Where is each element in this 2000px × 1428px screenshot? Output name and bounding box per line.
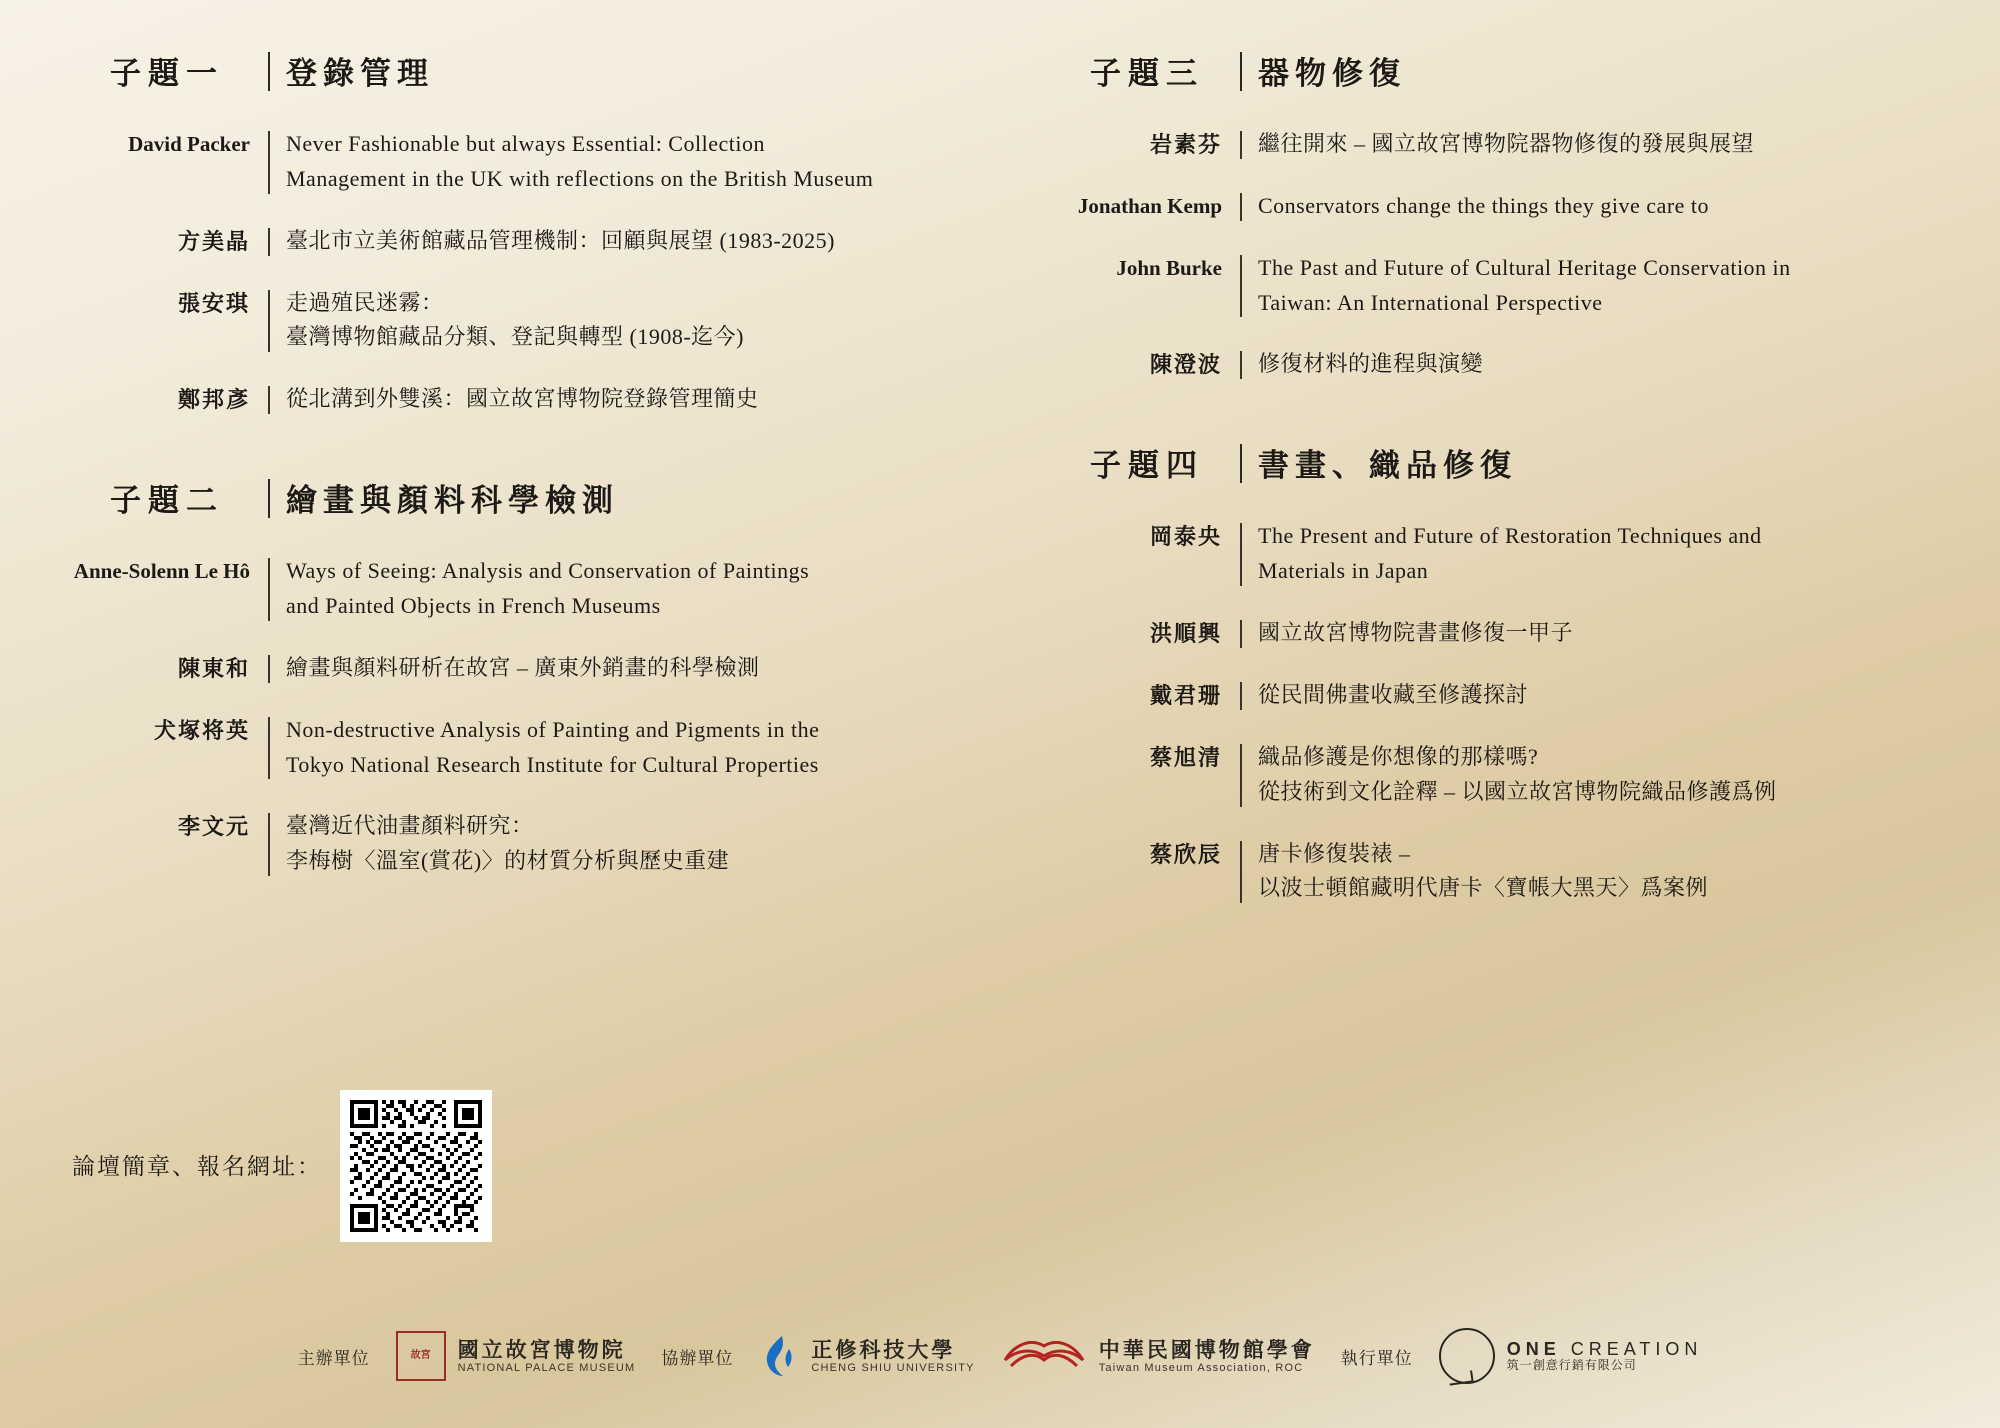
talk-item	[1060, 678, 1970, 713]
talk-title	[286, 651, 760, 686]
talk-title-line: 臺灣近代油畫顏料研究：	[286, 813, 534, 839]
talk-title	[1258, 519, 1762, 589]
talk-title-line: 唐卡修復裝裱 –	[1258, 840, 1411, 866]
section-2-title: 繪畫與顏料科學檢測	[286, 483, 619, 519]
talk-item	[1060, 519, 1970, 589]
logo-text	[811, 1338, 974, 1375]
talk-divider	[268, 813, 270, 876]
registration-label: 論壇簡章、報名網址：	[72, 1153, 322, 1179]
section-4	[1060, 440, 1970, 906]
talk-title-line: 走過殖民迷霧：	[286, 289, 444, 315]
executor-name-cn: 筑一創意行銷有限公司	[1506, 1358, 1637, 1373]
talk-title-line: Management in the UK with reflections on the British Museum	[286, 165, 874, 191]
speaker-name: 岩素芬	[1149, 132, 1222, 157]
section-2	[72, 475, 980, 879]
seal-icon: 故宮	[396, 1331, 446, 1381]
executor-label: 執行單位	[1340, 1348, 1413, 1368]
talk-title	[1258, 251, 1791, 321]
speaker-name: 犬塚将英	[153, 717, 250, 743]
registration-block	[72, 1090, 492, 1242]
talk-divider	[1240, 351, 1242, 379]
speaker-name: John Burke	[1116, 255, 1222, 280]
talk-divider	[1240, 255, 1242, 318]
talk-title	[1258, 678, 1528, 713]
talk-title-line: Ways of Seeing: Analysis and Conservation of Paintings	[286, 558, 810, 584]
talk-divider	[1240, 523, 1242, 586]
talk-title	[1258, 837, 1708, 907]
talk-title-line: Taiwan: An International Perspective	[1258, 289, 1603, 315]
section-1-title: 登錄管理	[286, 56, 434, 91]
talk-title-line: Tokyo National Research Institute for Cultural Properties	[286, 751, 819, 777]
talk-title-line: 臺北市立美術館藏品管理機制：回顧與展望 (1983-2025)	[286, 227, 835, 253]
talk-divider	[268, 228, 270, 256]
talk-item	[72, 224, 980, 259]
talk-title-line: 國立故宮博物院書畫修復一甲子	[1258, 619, 1574, 645]
talk-title-line: 李梅樹〈溫室(賞花)〉的材質分析與歷史重建	[286, 848, 730, 874]
talk-item	[1060, 616, 1970, 651]
talk-title-line: 以波士頓館藏明代唐卡〈寶帳大黑天〉爲案例	[1258, 875, 1709, 901]
talk-item	[1060, 189, 1970, 224]
talk-item	[72, 651, 980, 686]
talk-item	[1060, 837, 1970, 907]
talk-divider	[1240, 131, 1242, 159]
qr-code[interactable]	[340, 1090, 492, 1242]
talk-title	[1258, 347, 1483, 382]
association-name-en: Taiwan Museum Association, ROC	[1098, 1361, 1304, 1374]
section-4-number: 子題四	[1090, 448, 1204, 484]
executor-name-en-creation: CREATION	[1570, 1338, 1703, 1359]
talk-title-line: 修復材料的進程與演變	[1258, 351, 1484, 377]
talk-item	[72, 713, 980, 783]
column-left	[0, 48, 1000, 933]
speaker-name: 戴君珊	[1149, 683, 1222, 709]
talk-divider	[1240, 193, 1242, 221]
talk-divider	[268, 558, 270, 621]
speaker-name: 張安琪	[177, 290, 250, 316]
talk-title-line: and Painted Objects in French Museums	[286, 592, 661, 618]
talk-title	[1258, 740, 1777, 810]
section-3	[1060, 48, 1970, 382]
speaker-name: 岡泰央	[1149, 524, 1222, 550]
talk-title-line: 繼往開來 – 國立故宮博物院器物修復的發展與展望	[1258, 131, 1755, 156]
section-4-title: 書畫、織品修復	[1258, 448, 1517, 484]
talk-item	[72, 286, 980, 356]
organizer-name-cn: 國立故宮博物院	[457, 1337, 626, 1362]
talk-title	[286, 127, 873, 197]
talk-divider	[1240, 682, 1242, 710]
talk-title	[1258, 616, 1573, 651]
talk-item	[1060, 740, 1970, 810]
talk-title	[286, 382, 759, 417]
talk-title-line: 織品修護是你想像的那樣嗎?	[1258, 744, 1539, 770]
talk-item	[1060, 347, 1970, 382]
talk-title-line: 從北溝到外雙溪：國立故宮博物院登錄管理簡史	[286, 386, 759, 412]
talk-divider	[268, 131, 270, 194]
talk-title-line: 從民間佛畫收藏至修護探討	[1258, 682, 1529, 708]
section-2-header	[72, 475, 980, 520]
talk-title	[286, 809, 729, 879]
speaker-name: Anne-Solenn Le Hô	[73, 559, 250, 584]
logo-cheng-shiu-university	[759, 1334, 974, 1378]
talk-title-line: Never Fashionable but always Essential: Collection	[286, 131, 765, 156]
logo-national-palace-museum	[396, 1331, 636, 1381]
section-divider	[1240, 52, 1242, 91]
logo-text	[1099, 1338, 1315, 1375]
flame-icon	[759, 1334, 799, 1378]
speaker-name: 李文元	[177, 814, 250, 840]
column-right	[1000, 48, 2000, 933]
section-1	[72, 48, 980, 417]
talk-divider	[1240, 620, 1242, 648]
executor-name-en	[1507, 1339, 1703, 1360]
coorganizer-name-cn: 正修科技大學	[811, 1337, 956, 1362]
talk-divider	[1240, 841, 1242, 904]
talk-title	[286, 554, 809, 624]
talk-item	[72, 127, 980, 197]
tma-mark	[1001, 1334, 1087, 1374]
talk-divider	[1240, 744, 1242, 807]
section-divider	[1240, 444, 1242, 483]
speaker-name: 鄭邦彥	[177, 387, 250, 413]
talk-title	[286, 224, 835, 259]
talk-item	[1060, 127, 1970, 162]
speaker-name: 陳澄波	[1149, 352, 1222, 378]
talk-title-line: Conservators change the things they give care to	[1258, 193, 1710, 219]
talk-item	[72, 554, 980, 624]
section-1-number: 子題一	[110, 56, 224, 91]
section-divider	[268, 52, 270, 91]
speaker-name: Jonathan Kemp	[1077, 194, 1222, 219]
section-3-title: 器物修復	[1258, 56, 1406, 91]
talk-title-line: Materials in Japan	[1258, 558, 1429, 584]
logo-text	[458, 1338, 636, 1375]
footer-sponsors	[0, 1328, 2000, 1384]
section-3-number: 子題三	[1090, 56, 1204, 91]
speaker-name: 洪順興	[1149, 620, 1222, 646]
talk-divider	[268, 655, 270, 683]
section-divider	[268, 479, 270, 518]
talk-divider	[268, 717, 270, 780]
ribbon-icon	[1001, 1334, 1087, 1379]
talk-title-line: 從技術到文化詮釋 – 以國立故宮博物院織品修護爲例	[1258, 778, 1777, 804]
speaker-name: 蔡旭清	[1149, 745, 1222, 771]
section-2-number: 子題二	[110, 483, 224, 519]
talk-title	[1258, 189, 1709, 224]
association-name-cn: 中華民國博物館學會	[1098, 1337, 1315, 1362]
circle-icon	[1439, 1328, 1495, 1384]
section-1-header	[72, 48, 980, 93]
talk-title	[1258, 127, 1754, 162]
talk-divider	[268, 290, 270, 353]
coorganizer-label: 協辦單位	[661, 1348, 734, 1368]
speaker-name: 方美晶	[177, 228, 250, 254]
logo-taiwan-museum-association	[1001, 1334, 1315, 1379]
talk-item	[1060, 251, 1970, 321]
qr-code-image	[350, 1100, 482, 1232]
logo-text	[1507, 1339, 1703, 1373]
program-columns	[0, 48, 2000, 933]
speaker-name: 陳東和	[177, 655, 250, 681]
organizer-label: 主辦單位	[297, 1348, 370, 1368]
section-3-header	[1060, 48, 1970, 93]
talk-title	[286, 713, 819, 783]
coorganizer-name-en: CHENG SHIU UNIVERSITY	[811, 1361, 975, 1374]
talk-title-line: The Past and Future of Cultural Heritage Conservation in	[1258, 254, 1791, 280]
talk-item	[72, 809, 980, 879]
talk-title-line: Non-destructive Analysis of Painting and Pigments in the	[286, 716, 820, 742]
talk-item	[72, 382, 980, 417]
organizer-name-en: NATIONAL PALACE MUSEUM	[457, 1361, 636, 1374]
section-4-header	[1060, 440, 1970, 485]
talk-title	[286, 286, 744, 356]
cheng-shiu-mark	[762, 1335, 796, 1377]
speaker-name: 蔡欣辰	[1149, 841, 1222, 867]
talk-title-line: 臺灣博物館藏品分類、登記與轉型 (1908-迄今)	[286, 324, 744, 350]
speaker-name: David Packer	[128, 132, 250, 156]
talk-title-line: 繪畫與顏料研析在故宮 – 廣東外銷畫的科學檢測	[286, 654, 760, 680]
talk-title-line: The Present and Future of Restoration Techniques and	[1258, 523, 1762, 549]
executor-name-en-one: ONE	[1506, 1338, 1561, 1359]
talk-divider	[268, 386, 270, 414]
logo-one-creation	[1439, 1328, 1703, 1384]
